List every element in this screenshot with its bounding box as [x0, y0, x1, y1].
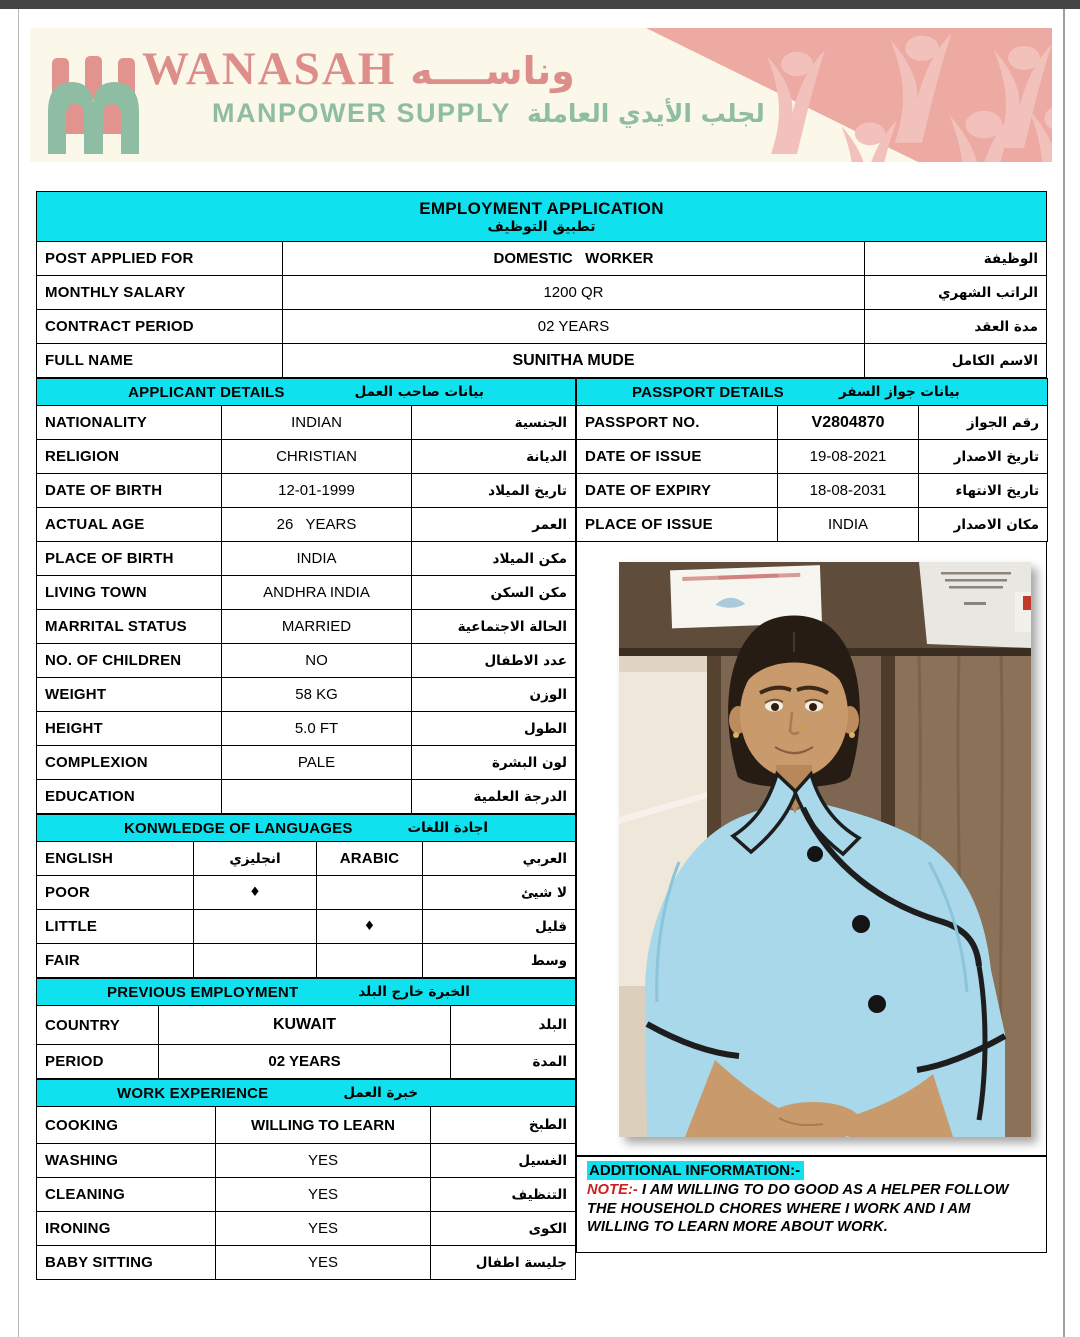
field-label-arabic: الطول [412, 712, 576, 746]
field-label: ACTUAL AGE [37, 508, 222, 542]
table-row [37, 876, 576, 910]
field-label: MONTHLY SALARY [37, 276, 283, 310]
field-label-arabic: عدد الاطفال [412, 644, 576, 678]
field-label-arabic: مدة العقد [865, 310, 1047, 344]
field-label: PERIOD [37, 1045, 159, 1079]
additional-information-note [587, 1181, 1036, 1237]
table-row [37, 1246, 576, 1280]
form-title: EMPLOYMENT APPLICATION [419, 198, 664, 218]
field-label: COOKING [37, 1107, 216, 1144]
page-left-edge [18, 9, 19, 1337]
field-value: 5.0 FT [222, 712, 412, 746]
languages-table [36, 814, 576, 978]
table-row [37, 440, 576, 474]
table-row [577, 406, 1048, 440]
field-label: NO. OF CHILDREN [37, 644, 222, 678]
field-value: 18-08-2031 [778, 474, 919, 508]
work-experience-table [36, 1079, 576, 1280]
field-label: EDUCATION [37, 780, 222, 814]
arabic-mark: ♦ [317, 910, 423, 944]
field-label: RELIGION [37, 440, 222, 474]
section-title: WORK EXPERIENCE [117, 1084, 269, 1102]
section-title-arabic: بيانات صاحب العمل [354, 384, 484, 400]
field-value: INDIA [222, 542, 412, 576]
field-value: DOMESTIC WORKER [283, 242, 865, 276]
left-column [36, 378, 576, 1280]
table-row [37, 1178, 576, 1212]
field-label: PLACE OF ISSUE [577, 508, 778, 542]
field-label-arabic: الكوى [431, 1212, 576, 1246]
field-value: YES [216, 1178, 431, 1212]
field-value: 26 YEARS [222, 508, 412, 542]
section-title: PREVIOUS EMPLOYMENT [107, 983, 299, 1001]
table-row [37, 576, 576, 610]
section-title-arabic: خبرة العمل [343, 1085, 419, 1101]
field-label-arabic: تاريخ الانتهاء [919, 474, 1048, 508]
additional-information-box [576, 1156, 1047, 1253]
field-label: LIVING TOWN [37, 576, 222, 610]
field-label-arabic: قليل [423, 910, 576, 944]
table-row [37, 1045, 576, 1079]
field-label: COMPLEXION [37, 746, 222, 780]
field-label-arabic: الجنسية [412, 406, 576, 440]
section-header [577, 379, 1048, 406]
field-label-arabic: الراتب الشهري [865, 276, 1047, 310]
field-value: 12-01-1999 [222, 474, 412, 508]
table-row [37, 944, 576, 978]
field-value: YES [216, 1246, 431, 1280]
page-right-edge [1063, 9, 1065, 1337]
section-header [37, 1080, 576, 1107]
field-label: PLACE OF BIRTH [37, 542, 222, 576]
table-row [37, 746, 576, 780]
section-title: PASSPORT DETAILS [632, 383, 784, 401]
field-value: INDIAN [222, 406, 412, 440]
field-label: NATIONALITY [37, 406, 222, 440]
brand-name: WANASAH [142, 43, 397, 95]
section-header [37, 379, 576, 406]
form-content [36, 191, 1046, 1280]
field-label-arabic: لون البشرة [412, 746, 576, 780]
note-label: NOTE:- [587, 1182, 638, 1198]
field-value: YES [216, 1144, 431, 1178]
table-row [577, 474, 1048, 508]
field-label: FULL NAME [37, 344, 283, 378]
table-row [37, 1006, 576, 1045]
field-value: 1200 QR [283, 276, 865, 310]
top-summary-table [36, 191, 1047, 378]
field-label-arabic: الديانة [412, 440, 576, 474]
table-row [37, 344, 1047, 378]
field-label: CLEANING [37, 1178, 216, 1212]
field-label-arabic: المدة [451, 1045, 576, 1079]
field-value: WILLING TO LEARN [216, 1107, 431, 1144]
field-label-arabic: مكن السكن [412, 576, 576, 610]
field-label-arabic: وسط [423, 944, 576, 978]
table-row [37, 1212, 576, 1246]
field-label: LITTLE [37, 910, 194, 944]
brand-block [142, 42, 1042, 129]
field-label-arabic: تاريخ الاصدار [919, 440, 1048, 474]
table-row [37, 474, 576, 508]
section-title: KONWLEDGE OF LANGUAGES [123, 819, 353, 837]
table-row [37, 678, 576, 712]
photo-cell [576, 542, 1047, 1156]
section-title: APPLICANT DETAILS [128, 383, 285, 401]
note-text: I AM WILLING TO DO GOOD AS A HELPER FOLLOW THE HOUSEHOLD CHORES WHERE I WORK AND I AM WILLING TO LEARN MORE ABOUT WORK. [587, 1182, 1009, 1236]
column-header-arabic: العربي [423, 842, 576, 876]
section-header [37, 815, 576, 842]
field-label: DATE OF BIRTH [37, 474, 222, 508]
field-label: CONTRACT PERIOD [37, 310, 283, 344]
wanasah-logo-icon [46, 56, 142, 156]
field-label-arabic: الاسم الكامل [865, 344, 1047, 378]
column-header: ARABIC [317, 842, 423, 876]
field-value: 02 YEARS [159, 1045, 451, 1079]
field-label-arabic: الدرجة العلمية [412, 780, 576, 814]
table-row [37, 406, 576, 440]
scan-top-edge [0, 0, 1080, 9]
section-title-arabic: الخبرة خارج البلد [358, 984, 470, 1000]
field-label: PASSPORT NO. [577, 406, 778, 440]
field-label: POOR [37, 876, 194, 910]
field-value: 19-08-2021 [778, 440, 919, 474]
arabic-mark [317, 944, 423, 978]
field-value: YES [216, 1212, 431, 1246]
section-title-arabic: اجادة اللغات [407, 820, 489, 836]
arabic-mark [317, 876, 423, 910]
field-value [222, 780, 412, 814]
field-label: IRONING [37, 1212, 216, 1246]
company-banner [30, 28, 1052, 162]
field-label-arabic: الطبخ [431, 1107, 576, 1144]
field-label: DATE OF EXPIRY [577, 474, 778, 508]
section-title-arabic: بيانات جواز السفر [838, 384, 960, 400]
field-value: INDIA [778, 508, 919, 542]
previous-employment-table [36, 978, 576, 1079]
table-row [37, 1107, 576, 1144]
field-value: 02 YEARS [283, 310, 865, 344]
field-value: NO [222, 644, 412, 678]
right-column [576, 378, 1048, 1253]
column-header: ENGLISH [37, 842, 194, 876]
field-label: BABY SITTING [37, 1246, 216, 1280]
field-label-arabic: رقم الجواز [919, 406, 1048, 440]
table-row [37, 508, 576, 542]
brand-subtitle-arabic: لجلب الأيدي العاملة [527, 99, 765, 128]
table-row [37, 644, 576, 678]
field-value: MARRIED [222, 610, 412, 644]
languages-header-row [37, 842, 576, 876]
table-row [577, 440, 1048, 474]
field-label: POST APPLIED FOR [37, 242, 283, 276]
english-mark [194, 910, 317, 944]
field-label-arabic: مكن الميلاد [412, 542, 576, 576]
field-label-arabic: مكان الاصدار [919, 508, 1048, 542]
table-row [37, 1144, 576, 1178]
table-row [37, 712, 576, 746]
field-value: KUWAIT [159, 1006, 451, 1045]
table-row [37, 276, 1047, 310]
form-title-row [37, 192, 1047, 242]
field-label-arabic: التنظيف [431, 1178, 576, 1212]
table-row [37, 910, 576, 944]
additional-information-title: ADDITIONAL INFORMATION:- [587, 1161, 804, 1180]
field-value: V2804870 [778, 406, 919, 440]
table-row [37, 310, 1047, 344]
section-header [37, 979, 576, 1006]
field-label: DATE OF ISSUE [577, 440, 778, 474]
passport-details-table [576, 378, 1048, 542]
field-value: CHRISTIAN [222, 440, 412, 474]
field-label: FAIR [37, 944, 194, 978]
form-title-arabic: تطبيق التوظيف [487, 218, 596, 235]
table-row [37, 242, 1047, 276]
column-header-arabic: انجليزي [194, 842, 317, 876]
field-label: HEIGHT [37, 712, 222, 746]
field-value: ANDHRA INDIA [222, 576, 412, 610]
field-label-arabic: لا شيئ [423, 876, 576, 910]
field-label: COUNTRY [37, 1006, 159, 1045]
table-row [37, 780, 576, 814]
table-row [37, 610, 576, 644]
field-label-arabic: الوزن [412, 678, 576, 712]
field-label-arabic: الحالة الاجتماعية [412, 610, 576, 644]
field-label-arabic: البلد [451, 1006, 576, 1045]
english-mark: ♦ [194, 876, 317, 910]
field-label-arabic: العمر [412, 508, 576, 542]
field-value: SUNITHA MUDE [283, 344, 865, 378]
brand-subtitle: MANPOWER SUPPLY [212, 98, 512, 128]
field-label-arabic: الوظيفة [865, 242, 1047, 276]
field-label: WEIGHT [37, 678, 222, 712]
field-label-arabic: تاريخ الميلاد [412, 474, 576, 508]
field-value: PALE [222, 746, 412, 780]
brand-name-arabic: وناســــه [410, 49, 575, 93]
applicant-details-table [36, 378, 576, 814]
field-label-arabic: جليسة اطفال [431, 1246, 576, 1280]
field-value: 58 KG [222, 678, 412, 712]
field-label: MARRITAL STATUS [37, 610, 222, 644]
field-label-arabic: الغسيل [431, 1144, 576, 1178]
table-row [37, 542, 576, 576]
field-label: WASHING [37, 1144, 216, 1178]
english-mark [194, 944, 317, 978]
table-row [577, 508, 1048, 542]
applicant-photo [619, 562, 1031, 1137]
